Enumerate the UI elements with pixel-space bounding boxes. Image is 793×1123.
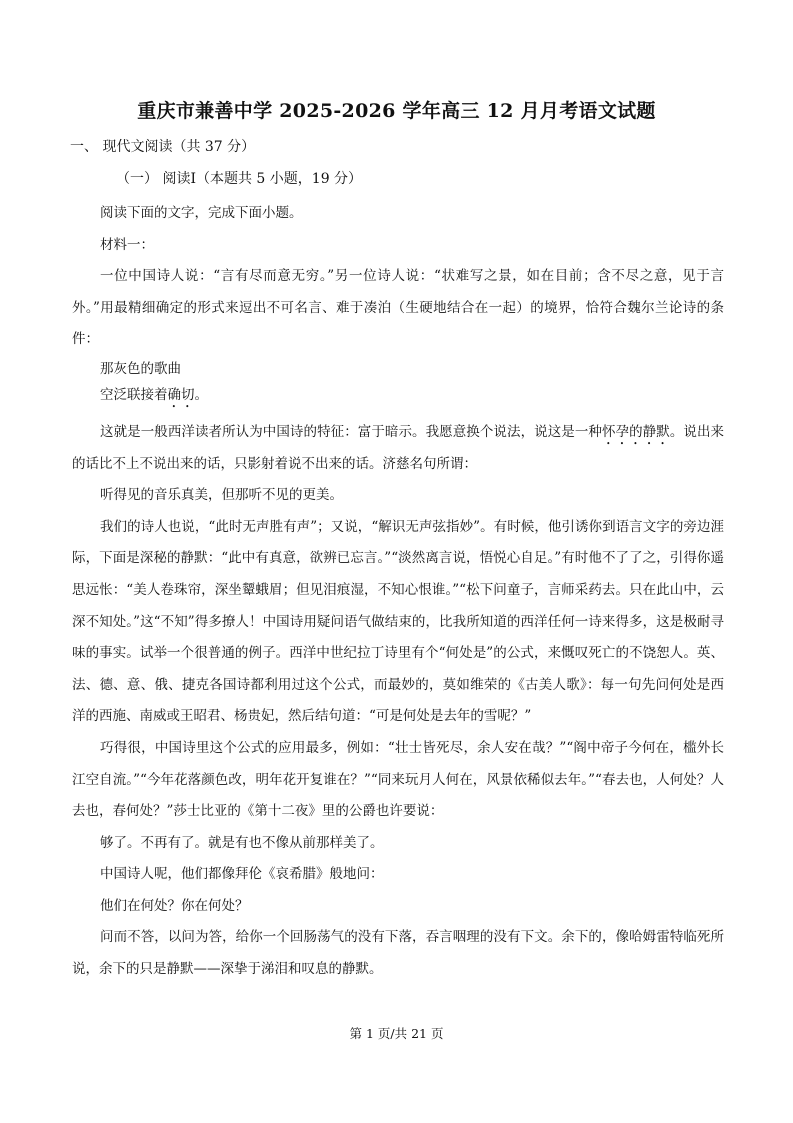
emphasized-text: 确切: [167, 386, 195, 403]
quote-keats: 听得见的音乐真美，但那听不见的更美。: [100, 487, 343, 504]
paragraph-7: 中国诗人呢，他们都像拜伦《哀希腊》般地问：: [100, 866, 384, 883]
paragraph-5: 巧得很，中国诗里这个公式的应用最多，例如：“壮士皆死尽，余人安在哉？”“阁中帝子今何在，槛外长江空自流。”“今年花落颜色改，明年花开复谁在？”“同来玩月人何在，风景依稀似去年。”“春去也，人何处？人去也，春何处？”莎士比亚的《第十二夜》里的公爵也许要说：: [72, 739, 724, 820]
poem-line-2-end: 。: [194, 386, 208, 403]
quote-shakespeare: 够了。不再有了。就是有也不像从前那样美了。: [100, 834, 384, 851]
subsection-heading: （一） 阅读Ⅰ（本题共 5 小题，19 分）: [116, 171, 363, 187]
poem-line-1: 那灰色的歌曲: [100, 360, 181, 377]
material-label: 材料一：: [100, 236, 154, 253]
instruction-text: 阅读下面的文字，完成下面小题。: [100, 205, 303, 221]
page-footer: 第 1 页/共 21 页: [349, 1026, 444, 1041]
page-title: 重庆市兼善中学 2025-2026 学年高三 12 月月考语文试题: [137, 100, 656, 122]
poem-line-2-text: 空泛联接着: [100, 386, 168, 403]
paragraph-9: 问而不答，以问为答，给你一个回肠荡气的没有下落，吞言咽理的没有下文。余下的，像哈姆雷特临死所说，余下的只是静默——深挚于涕泪和叹息的静默。: [72, 929, 724, 978]
paragraph-2-start: 这就是一般西洋读者所认为中国诗的特征：富于暗示。我愿意换个说法，说这是一种: [100, 423, 602, 440]
paragraph-2: [72, 417, 724, 480]
paragraph-4: 我们的诗人也说，“此时无声胜有声”；又说，“解识无声弦指妙”。有时候，他引诱你到语言文字的旁边涯际，下面是深秘的静默：“此中有真意，欲辨已忘言。”“淡然离言说，悟悦心自足。”有时他不了了之，引得你遥思远怅：“美人卷珠帘，深坐颦蛾眉；但见泪痕湿，不知心恨谁。”“松下问童子，言师采药去。只在此山中，云深不知处。”这“不知”得多撩人！中国诗用疑问语气做结束的，比我所知道的西洋任何一诗来得多，这是极耐寻味的事实。试举一个很普通的例子。西洋中世纪拉丁诗里有个“何处是”的公式，来慨叹死亡的不饶恕人。英、法、德、意、俄、捷克各国诗都利用过这个公式，而最妙的，莫如维荣的《古美人歌》：每一句先问何处是西洋的西施、南威或王昭君、杨贵妃，然后结句道：“可是何处是去年的雪呢？”: [72, 518, 724, 725]
poem-line-2: [72, 384, 724, 411]
section-heading: 一、 现代文阅读（共 37 分）: [70, 139, 256, 155]
quote-byron: 他们在何处？你在何处？: [100, 897, 249, 914]
emphasized-text: 怀孕的静默: [601, 423, 670, 440]
passage-body: [72, 198, 724, 986]
paragraph-2-end: 。说出来的话比不上不说出来的话，只影射着说不出来的话。济慈名句所谓：: [72, 423, 725, 472]
paragraph-1: 一位中国诗人说：“言有尽而意无穷。”另一位诗人说：“状难写之景，如在目前；含不尽之意，见于言外。”用最精细确定的形式来逗出不可名言、难于凑泊（生硬地结合在一起）的境界，恰符合魏尔兰论诗的条件：: [72, 268, 724, 348]
